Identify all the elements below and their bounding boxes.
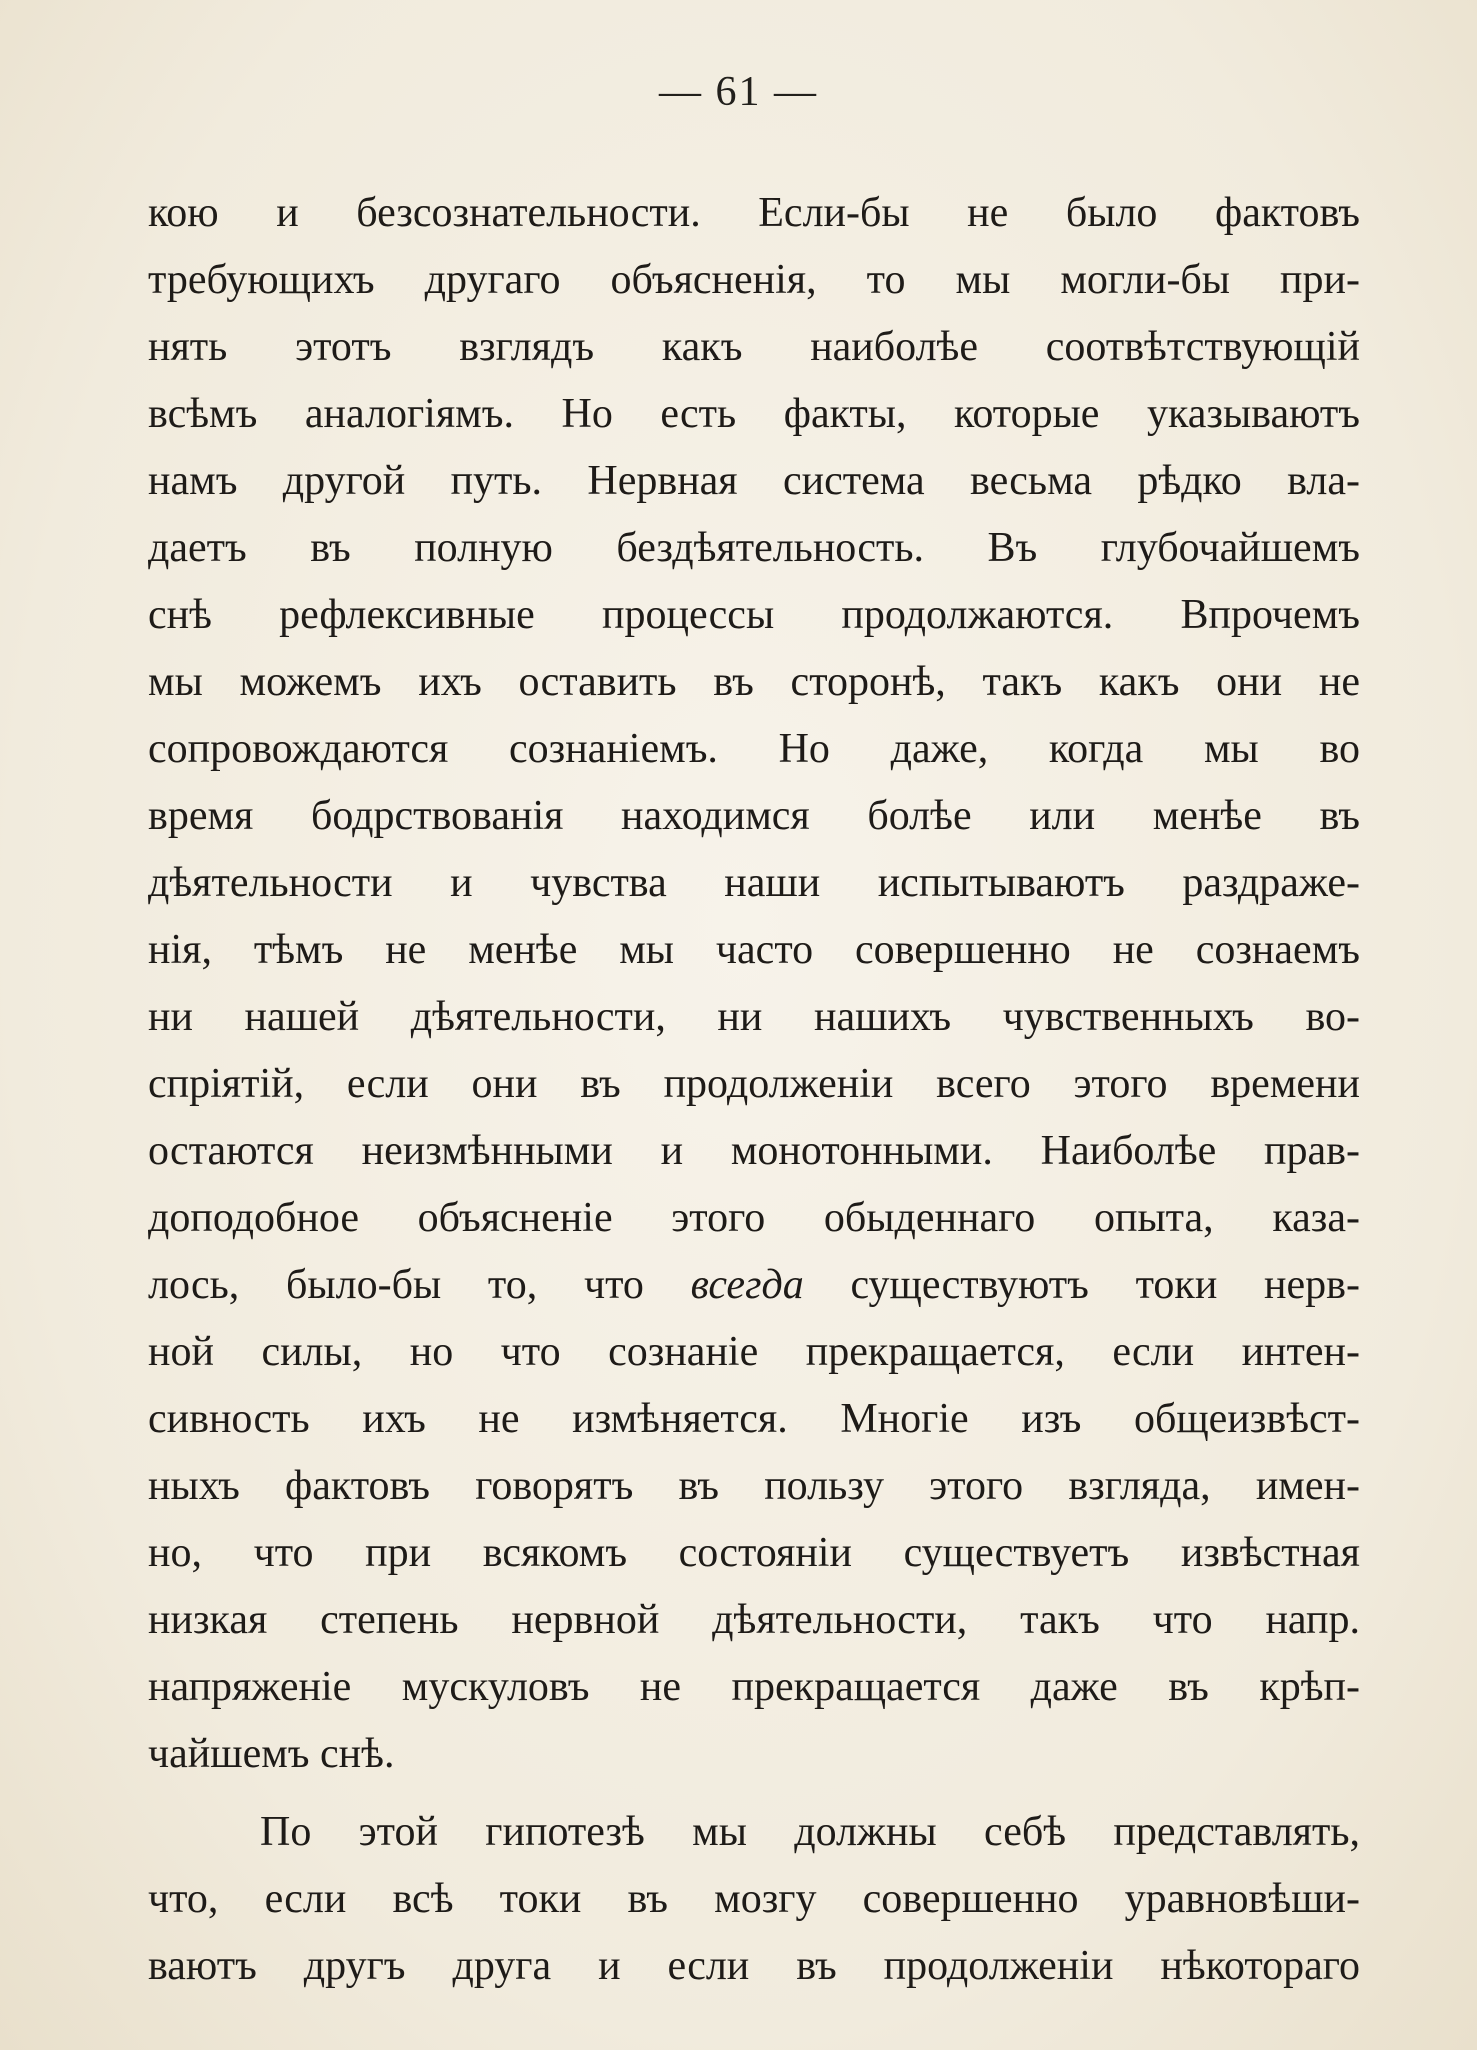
- text-line-with-emphasis: [148, 1252, 1360, 1319]
- text-line: дѣятельности и чувства наши испытываютъ раздраже-: [148, 860, 1360, 906]
- text-line: даетъ въ полную бездѣятельность. Въ глубочайшемъ: [148, 525, 1360, 571]
- text-segment: существуютъ токи нерв-: [803, 1262, 1360, 1308]
- text-line: намъ другой путь. Нервная система весьма рѣдко вла-: [148, 458, 1360, 504]
- text-line: мы можемъ ихъ оставить въ сторонѣ, такъ какъ они не: [148, 659, 1360, 705]
- text-line: ваютъ другъ друга и если въ продолженіи нѣкотораго: [148, 1943, 1360, 1989]
- emphasized-word: всегда: [690, 1262, 804, 1308]
- text-line: сивность ихъ не измѣняется. Многіе изъ общеизвѣст-: [148, 1396, 1360, 1442]
- text-line: но, что при всякомъ состояніи существуетъ извѣстная: [148, 1530, 1360, 1576]
- text-line: ныхъ фактовъ говорятъ въ пользу этого взгляда, имен-: [148, 1463, 1360, 1509]
- text-line: доподобное объясненіе этого обыденнаго опыта, каза-: [148, 1195, 1360, 1241]
- text-line: всѣмъ аналогіямъ. Но есть факты, которые указываютъ: [148, 391, 1360, 437]
- text-line: сопровождаются сознаніемъ. Но даже, когда мы во: [148, 726, 1360, 772]
- text-line: снѣ рефлексивные процессы продолжаются. Впрочемъ: [148, 592, 1360, 638]
- text-line: что, если всѣ токи въ мозгу совершенно уравновѣши-: [148, 1876, 1360, 1922]
- text-line: чайшемъ снѣ.: [148, 1731, 395, 1777]
- paragraph-2: [148, 1799, 1360, 2000]
- text-line: напряженіе мускуловъ не прекращается даже въ крѣп-: [148, 1664, 1360, 1710]
- text-line: нія, тѣмъ не менѣе мы часто совершенно не сознаемъ: [148, 927, 1360, 973]
- text-line: время бодрствованія находимся болѣе или менѣе въ: [148, 793, 1360, 839]
- text-line: ной силы, но что сознаніе прекращается, если интен-: [148, 1329, 1360, 1375]
- text-line: низкая степень нервной дѣятельности, такъ что напр.: [148, 1597, 1360, 1643]
- text-line: ни нашей дѣятельности, ни нашихъ чувственныхъ во-: [148, 994, 1360, 1040]
- paragraph-1: [148, 180, 1360, 1788]
- text-line: По этой гипотезѣ мы должны себѣ представлять,: [260, 1809, 1360, 1855]
- text-line: остаются неизмѣнными и монотонными. Наиболѣе прав-: [148, 1128, 1360, 1174]
- text-segment: лось, было-бы то, что: [148, 1262, 691, 1308]
- text-line: требующихъ другаго объясненія, то мы могли-бы при-: [148, 257, 1360, 303]
- text-line: спріятій, если они въ продолженіи всего этого времени: [148, 1061, 1360, 1107]
- body-text: [148, 180, 1360, 2000]
- text-line: кою и безсознательности. Если-бы не было фактовъ: [148, 190, 1360, 236]
- text-line: нять этотъ взглядъ какъ наиболѣе соотвѣтствующій: [148, 324, 1360, 370]
- page-number: — 61 —: [659, 69, 818, 115]
